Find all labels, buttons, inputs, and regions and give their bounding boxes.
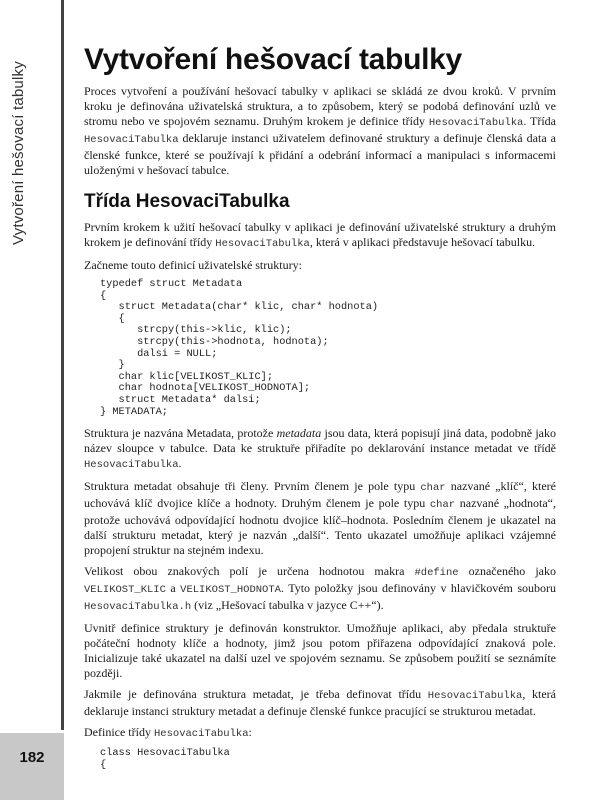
text-run: . Tyto položky jsou definovány v hlavičkovém souboru xyxy=(280,581,556,596)
emphasis: metadata xyxy=(276,426,322,441)
margin-rule xyxy=(61,0,64,730)
text-run: Proces vytvoření a používání hešovací tabulky v aplikaci se skládá ze dvou kroků. V prvním kroku je definována uživatelská struktura, a to způsobem, který se podobá definování uzlů ve stromu nebo ve spojovém seznamu. Druhým krokem je definice třídy xyxy=(84,84,556,128)
text-run: Jakmile je definována struktura metadat, je třeba definovat třídu xyxy=(84,687,428,702)
text-run: nazvané „hodnota“, protože uchovává odpovídající hodnotu dvojice klíč–hodnota. Posledním členem je ukazatel na další strukturu metadat, který je nazván „další“. Tento ukazatel umožňuje aplikaci vzájemné propojení struktur na stejném indexu. xyxy=(84,496,556,558)
inline-code: VELIKOST_KLIC xyxy=(84,584,166,597)
paragraph-3 xyxy=(84,426,556,473)
inline-code: #define xyxy=(414,567,459,580)
inline-code: HesovaciTabulka xyxy=(428,117,524,129)
text-run: , která v aplikaci představuje hešovací tabulku. xyxy=(309,235,536,249)
paragraph-2: Začneme touto definicí uživatelské struktury: xyxy=(84,258,302,272)
paragraph-6: Uvnitř definice struktury je definován konstruktor. Umožňuje aplikaci, aby předala struktuře počáteční hodnoty klíče a hodnoty, jimž jsou potom přiřazena odpovídající znaková pole. Inicializuje také ukazatel na další uzel ve spojovém seznamu. Se způsobem použití se seznámíte později. xyxy=(84,621,556,681)
text-run: a xyxy=(165,581,181,596)
page-content xyxy=(84,42,556,779)
text-run: Struktura metadat obsahuje tři členy. Prvním členem je pole typu xyxy=(84,479,421,494)
inline-code: HesovaciTabulka.h xyxy=(84,601,192,614)
paragraph-7 xyxy=(84,687,556,719)
text-run: Definice třídy xyxy=(84,725,154,740)
inline-code: char xyxy=(429,499,456,512)
text-run: . xyxy=(178,456,182,471)
text-run: deklaruje instanci uživatelem definované struktury a definuje členská data a členské funkce, které se používají k přidání a odebrání informací a manipulaci s informacemi uloženými v hešovací tabulce. xyxy=(84,131,556,177)
paragraph-8 xyxy=(84,725,556,742)
paragraph-1 xyxy=(84,220,556,252)
inline-code: HesovaciTabulka xyxy=(153,728,249,741)
text-run: jsou data, která popisují jiná data, podobně jako název sloupce v tabulce. Data ke struktuře přiřadíte po deklarování instance metadat ve třídě xyxy=(84,426,556,456)
text-run: nazvané „klíč“, které uchovává klíč dvojice klíče a hodnoty. Druhým členem je pole typu xyxy=(84,479,556,511)
inline-code: HesovaciTabulka xyxy=(427,690,523,703)
paragraph-5 xyxy=(84,564,556,615)
text-run: označeného jako xyxy=(458,564,557,579)
chapter-title: Vytvoření hešovací tabulky xyxy=(84,43,462,76)
code-block-struct: typedef struct Metadata { struct Metadata(char* klic, char* hodnota) { strcpy(this->klic, klic); strcpy(this->hodnota, hodnota); dalsi = NULL; } char klic[VELIKOST_KLIC]; char hodnota[VELIKOST_HODNOTA]; struct Metadata* dalsi; } METADATA; xyxy=(100,278,379,418)
side-margin xyxy=(0,0,62,800)
text-run: , která deklaruje instanci struktury metadat a definuje členské funkce pracující se strukturou metadat. xyxy=(84,687,556,719)
text-run: Prvním krokem k užití hešovací tabulky v aplikaci je definování uživatelské struktury a druhým krokem je definování třídy xyxy=(84,220,556,249)
text-run: Velikost obou znakových polí je určena hodnotou makra xyxy=(84,564,415,579)
inline-code: HesovaciTabulka xyxy=(84,459,179,472)
text-run: : xyxy=(248,725,252,740)
running-header: Vytvoření hešovací tabulky xyxy=(10,61,27,245)
section-title: Třída HesovaciTabulka xyxy=(84,191,290,212)
inline-code: char xyxy=(420,482,446,495)
text-run: (viz „Hešovací tabulka v jazyce C++“). xyxy=(191,598,384,613)
paragraph-4 xyxy=(84,479,556,558)
inline-code: HesovaciTabulka xyxy=(215,238,310,250)
inline-code: VELIKOST_HODNOTA xyxy=(180,584,281,597)
code-block-class: class HesovaciTabulka { xyxy=(100,747,230,771)
text-run: Struktura je nazvána Metadata, protože xyxy=(84,426,277,441)
inline-code: HesovaciTabulka xyxy=(84,134,179,146)
page-number: 182 xyxy=(0,733,64,800)
text-run: . Třída xyxy=(523,114,556,128)
intro-paragraph xyxy=(84,84,556,178)
